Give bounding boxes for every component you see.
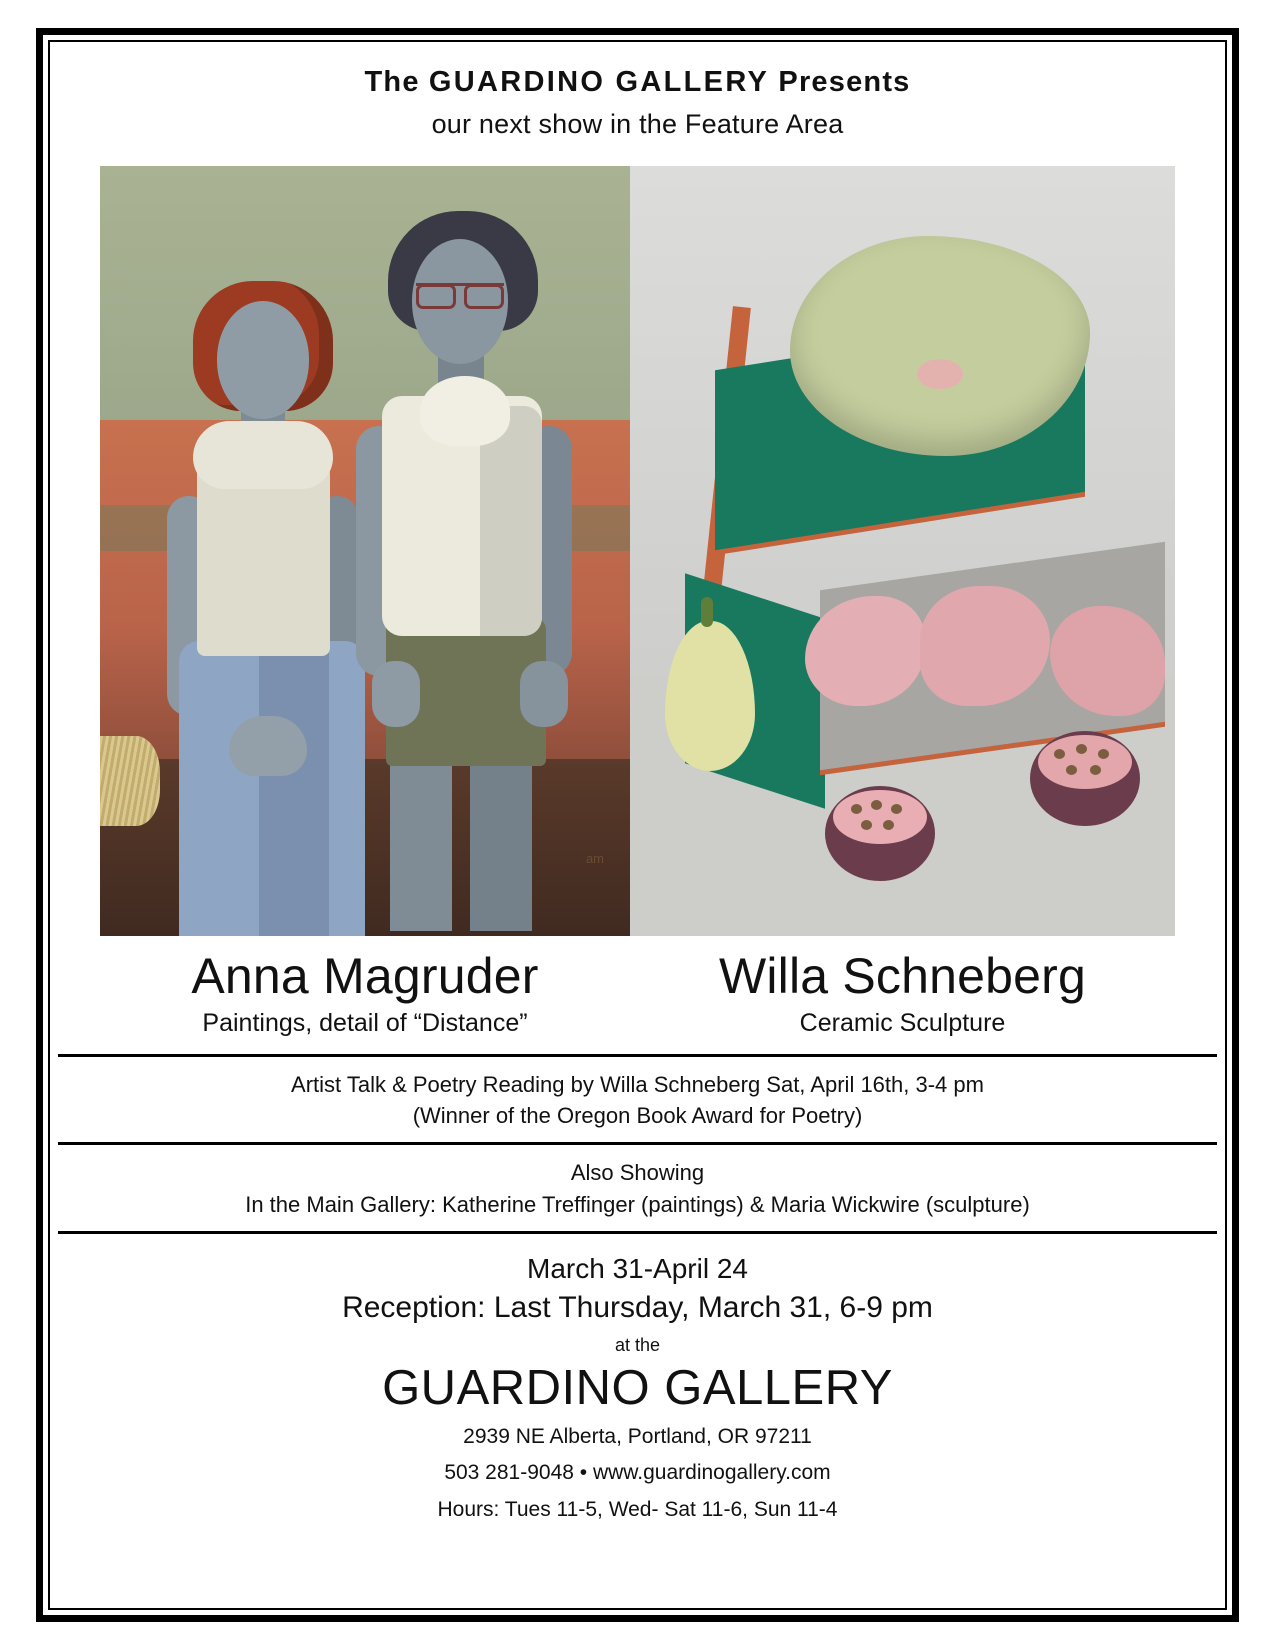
seed-dot bbox=[1054, 749, 1065, 759]
show-dates: March 31-April 24 bbox=[527, 1253, 748, 1285]
seed-dot bbox=[1066, 765, 1077, 775]
gallery-address: 2939 NE Alberta, Portland, OR 97211 bbox=[463, 1424, 812, 1448]
figure-left-collar bbox=[193, 421, 333, 489]
seed-dot bbox=[891, 804, 902, 814]
header-prefix: The bbox=[364, 66, 429, 98]
sculpture-leaf-bowl-center bbox=[917, 359, 963, 389]
figure-right-hand-left bbox=[372, 661, 420, 727]
sculpture-seed-pod-1 bbox=[825, 786, 935, 881]
artwork-painting-anna-magruder bbox=[100, 166, 630, 936]
artist-block-anna-magruder bbox=[100, 950, 630, 1038]
artist-name-willa-schneberg: Willa Schneberg bbox=[718, 948, 1087, 1004]
also-showing-heading: Also Showing bbox=[570, 1160, 705, 1186]
figure-right-bow bbox=[420, 376, 510, 446]
artist-talk-line-1: Artist Talk & Poetry Reading by Willa Schneberg Sat, April 16th, 3-4 pm bbox=[291, 1071, 984, 1097]
artist-medium-willa-schneberg: Ceramic Sculpture bbox=[799, 1008, 1006, 1037]
figure-right-hand-right bbox=[520, 661, 568, 727]
painting-straw-bundle bbox=[100, 736, 160, 826]
artist-name-anna-magruder: Anna Magruder bbox=[191, 948, 539, 1004]
seed-dot bbox=[851, 804, 862, 814]
at-the-label: at the bbox=[614, 1334, 661, 1355]
also-showing-detail: In the Main Gallery: Katherine Treffinger (paintings) & Maria Wickwire (sculpture) bbox=[245, 1192, 1030, 1218]
artist-medium-anna-magruder: Paintings, detail of “Distance” bbox=[202, 1008, 528, 1037]
header-presents-line bbox=[50, 66, 1225, 99]
painting-signature: am bbox=[585, 851, 604, 866]
seed-dot bbox=[861, 820, 872, 830]
poster-footer bbox=[58, 1231, 1217, 1525]
header-subtitle: our next show in the Feature Area bbox=[431, 109, 844, 139]
painting-figure-right bbox=[350, 211, 615, 936]
band-artist-talk bbox=[58, 1054, 1217, 1143]
band-also-showing bbox=[58, 1142, 1217, 1231]
footer-gallery-name: GUARDINO GALLERY bbox=[382, 1360, 893, 1415]
seed-dot bbox=[1090, 765, 1101, 775]
header-gallery-name: GUARDINO GALLERY bbox=[428, 66, 770, 98]
sculpture-pear-stem bbox=[701, 597, 713, 627]
seed-dot bbox=[1098, 749, 1109, 759]
artist-names-row bbox=[100, 950, 1175, 1038]
poster-header bbox=[50, 42, 1225, 140]
artwork-row bbox=[100, 166, 1175, 936]
reception-info: Reception: Last Thursday, March 31, 6-9 pm bbox=[342, 1290, 933, 1324]
gallery-hours: Hours: Tues 11-5, Wed- Sat 11-6, Sun 11-4 bbox=[437, 1497, 838, 1521]
figure-left-hands bbox=[229, 716, 307, 776]
figure-right-glasses bbox=[416, 283, 504, 304]
sculpture-seed-pod-2-top bbox=[1038, 735, 1132, 789]
seed-dot bbox=[1076, 744, 1087, 754]
figure-left-pants-shadow bbox=[259, 641, 329, 936]
figure-right-leg-left bbox=[390, 741, 452, 931]
seed-dot bbox=[871, 800, 882, 810]
sculpture-seed-pod-2 bbox=[1030, 731, 1140, 826]
figure-right-leg-right bbox=[470, 741, 532, 931]
sculpture-seed-pod-1-top bbox=[833, 790, 927, 844]
artwork-photo-willa-schneberg bbox=[630, 166, 1175, 936]
header-suffix: Presents bbox=[769, 66, 911, 98]
poster bbox=[36, 28, 1239, 1622]
gallery-contact[interactable]: 503 281-9048 • www.guardinogallery.com bbox=[444, 1461, 831, 1485]
artist-talk-line-2: (Winner of the Oregon Book Award for Poetry) bbox=[412, 1103, 863, 1129]
seed-dot bbox=[883, 820, 894, 830]
artist-block-willa-schneberg bbox=[630, 950, 1175, 1038]
poster-inner-border bbox=[48, 40, 1227, 1610]
figure-left-face bbox=[217, 301, 309, 419]
